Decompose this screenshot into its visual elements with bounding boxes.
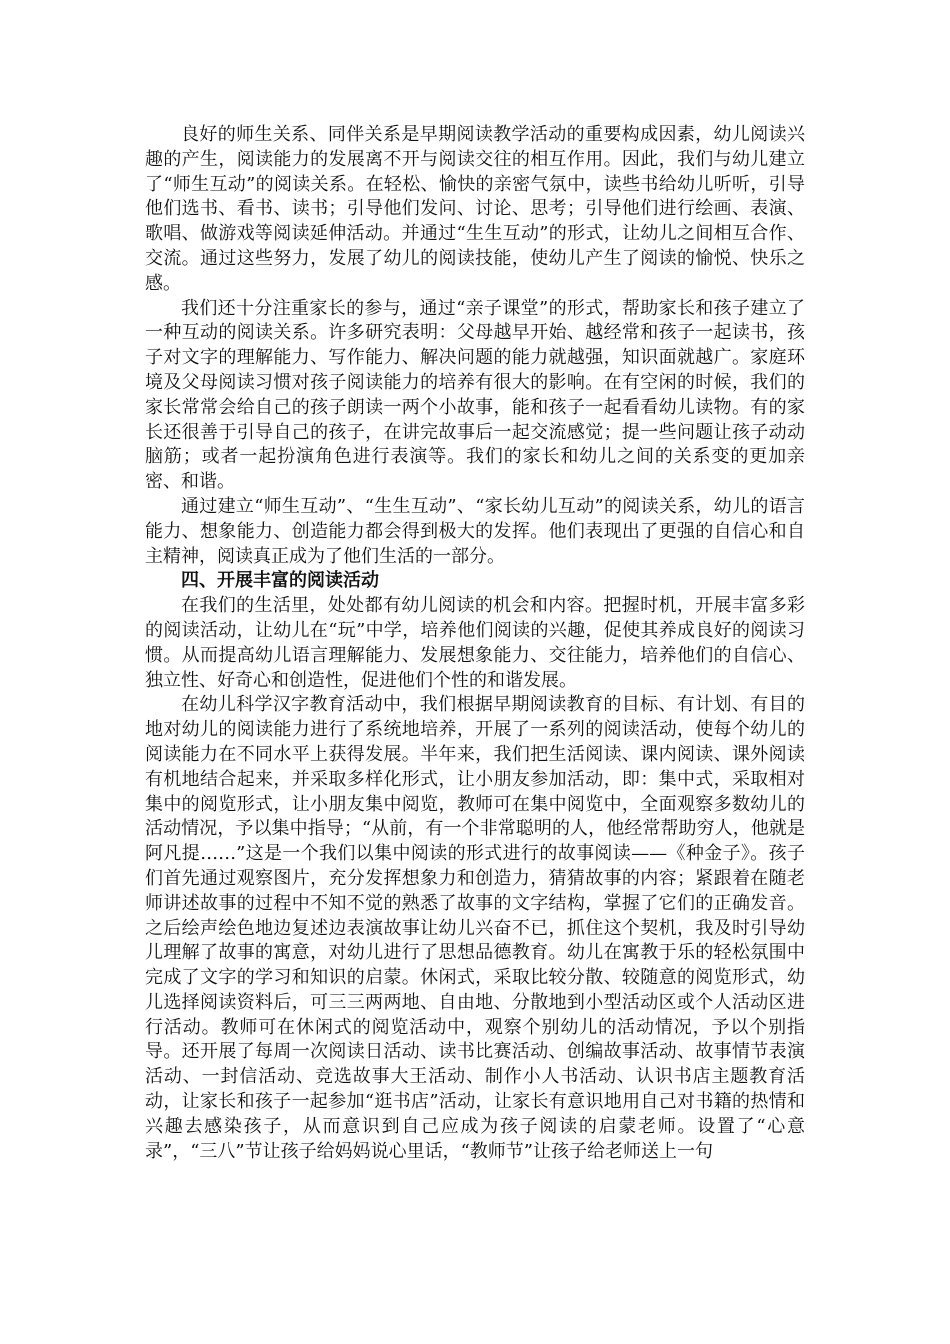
document-body	[145, 123, 805, 1164]
paragraph-parent-participation: 我们还十分注重家长的参与，通过“亲子课堂”的形式，帮助家长和孩子建立了一种互动的阅读关系。许多研究表明：父母越早开始、越经常和孩子一起读书，孩子对文字的理解能力、写作能力、解决问题的能力就越强，知识面就越广。家庭环境及父母阅读习惯对孩子阅读能力的培养有很大的影响。在有空闲的时候，我们的家长常常会给自己的孩子朗读一两个小故事，能和孩子一起看看幼儿读物。有的家长还很善于引导自己的孩子，在讲完故事后一起交流感觉；提一些问题让孩子动动脑筋；或者一起扮演角色进行表演等。我们的家长和幼儿之间的关系变的更加亲密、和谐。	[145, 297, 805, 493]
paragraph-teacher-child-interaction: 良好的师生关系、同伴关系是早期阅读教学活动的重要构成因素，幼儿阅读兴趣的产生，阅读能力的发展离不开与阅读交往的相互作用。因此，我们与幼儿建立了“师生互动”的阅读关系。在轻松、愉快的亲密气氛中，读些书给幼儿听听，引导他们选书、看书、读书；引导他们发问、讨论、思考；引导他们进行绘画、表演、歌唱、做游戏等阅读延伸活动。并通过“生生互动”的形式，让幼儿之间相互合作、交流。通过这些努力，发展了幼儿的阅读技能，使幼儿产生了阅读的愉悦、快乐之感。	[145, 124, 805, 294]
paragraph-interaction-summary: 通过建立“师生互动”、“生生互动”、“家长幼儿互动”的阅读关系，幼儿的语言能力、想象能力、创造能力都会得到极大的发挥。他们表现出了更强的自信心和自主精神，阅读真正成为了他们生活的一部分。	[145, 495, 805, 567]
section-heading: 四、开展丰富的阅读活动	[181, 570, 379, 592]
paragraph-reading-activities: 在幼儿科学汉字教育活动中，我们根据早期阅读教育的目标、有计划、有目的地对幼儿的阅读能力进行了系统地培养，开展了一系列的阅读活动，使每个幼儿的阅读能力在不同水平上获得发展。半年来，我们把生活阅读、课内阅读、课外阅读有机地结合起来，并采取多样化形式，让小朋友参加活动，即：集中式，采取相对集中的阅览形式，让小朋友集中阅览，教师可在集中阅览中，全面观察多数幼儿的活动情况，予以集中指导；“从前，有一个非常聪明的人，他经常帮助穷人，他就是阿凡提……”这是一个我们以集中阅读的形式进行的故事阅读——《种金子》。孩子们首先通过观察图片，充分发挥想象力和创造力，猜猜故事的内容；紧跟着在随老师讲述故事的过程中不知不觉的熟悉了故事的文字结构，掌握了它们的正确发音。之后绘声绘色地边复述边表演故事让幼儿兴奋不已，抓住这个契机，我及时引导幼儿理解了故事的寓意，对幼儿进行了思想品德教育。幼儿在寓教于乐的轻松氛围中完成了文字的学习和知识的启蒙。休闲式，采取比较分散、较随意的阅览形式，幼儿选择阅读资料后，可三三两两地、自由地、分散地到小型活动区或个人活动区进行活动。教师可在休闲式的阅览活动中，观察个别幼儿的活动情况，予以个别指导。还开展了每周一次阅读日活动、读书比赛活动、创编故事活动、故事情节表演活动、一封信活动、竞选故事大王活动、制作小人书活动、认识书店主题教育活动，让家长和孩子一起参加“逛书店”活动，让家长有意识地用自己对书籍的热情和兴趣去感染孩子，从而意识到自己应成为孩子阅读的启蒙老师。设置了“心意录”，“三八”节让孩子给妈妈说心里话，“教师节”让孩子给老师送上一句	[145, 694, 805, 1162]
paragraph-reading-opportunities: 在我们的生活里，处处都有幼儿阅读的机会和内容。把握时机，开展丰富多彩的阅读活动，让幼儿在“玩”中学，培养他们阅读的兴趣，促使其养成良好的阅读习惯。从而提高幼儿语言理解能力、发展想象能力、交往能力，培养他们的自信心、独立性、好奇心和创造性，促进他们个性的和谐发展。	[145, 595, 805, 691]
